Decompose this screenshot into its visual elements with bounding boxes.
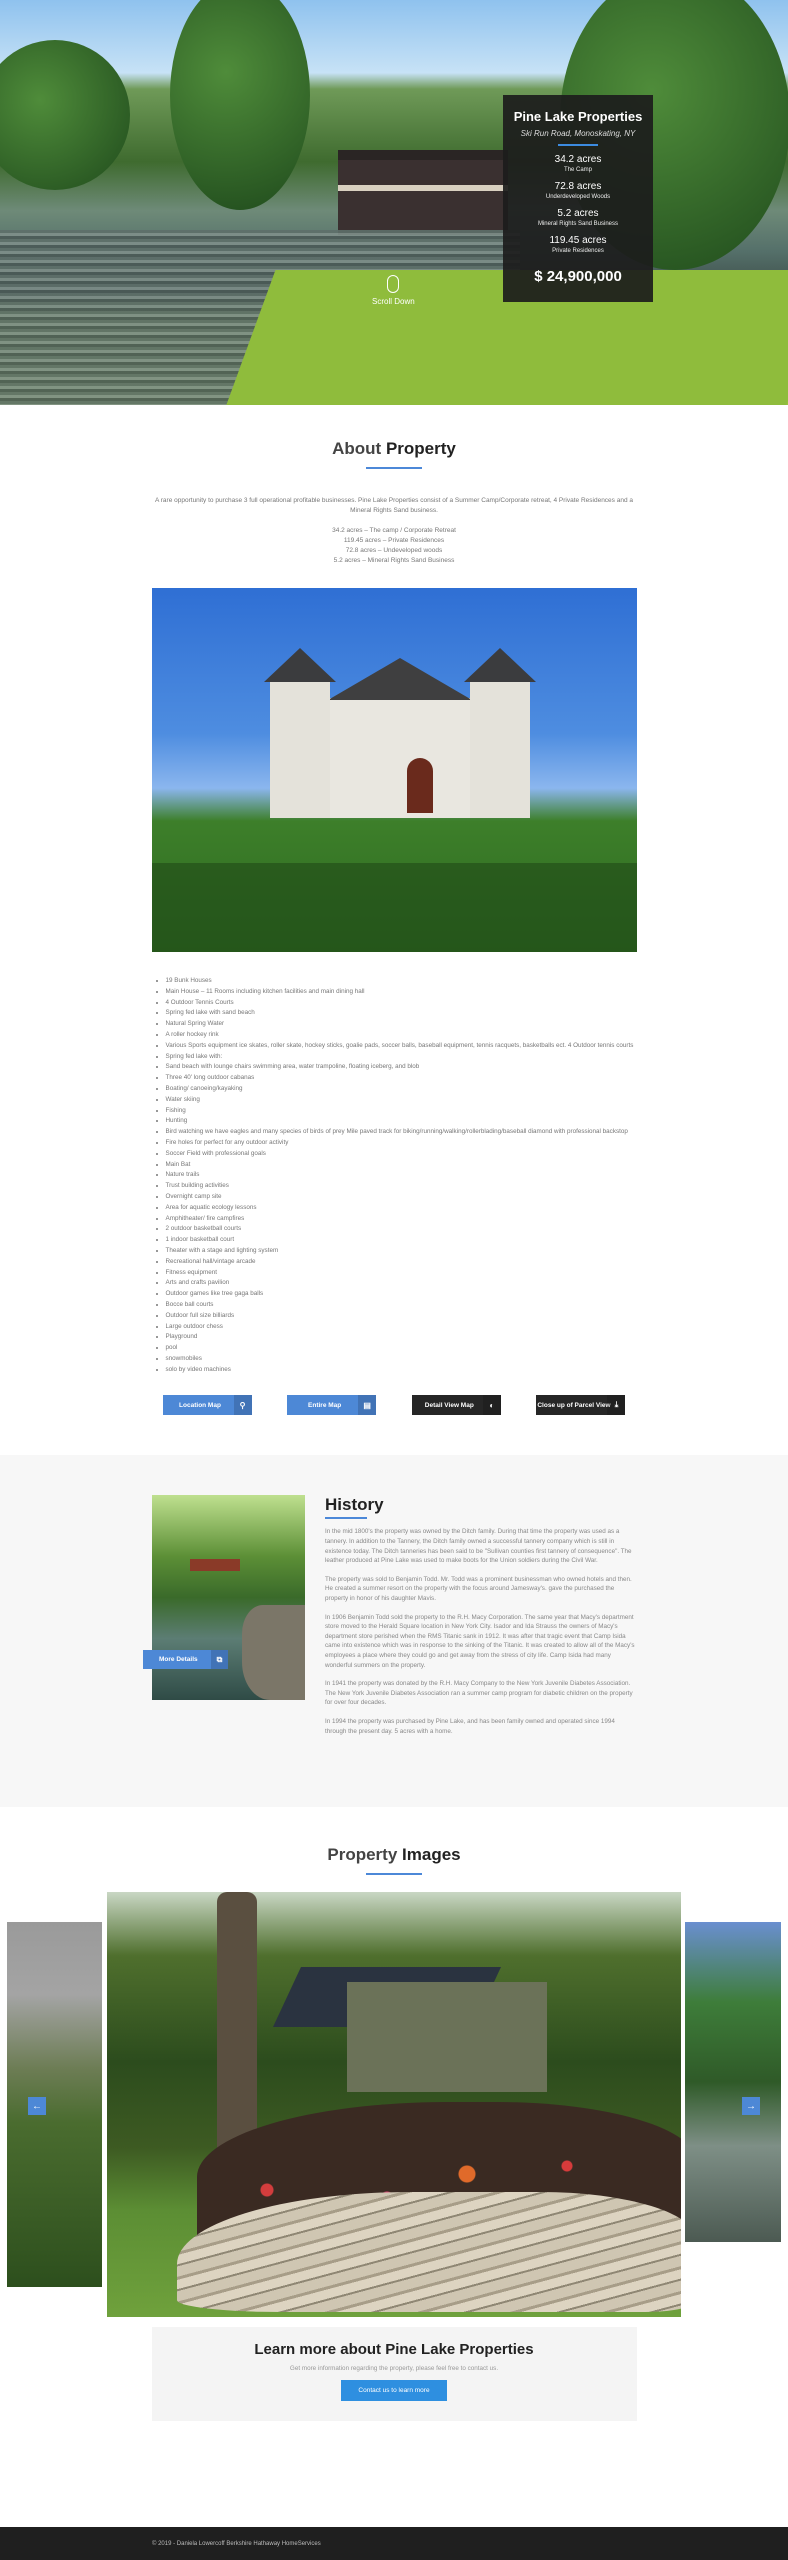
about-intro: A rare opportunity to purchase 3 full operational profitable businesses. Pine Lake Properties consist of a Summer Camp/Corporate retreat, 4 Private Residences and a Mineral Rights Sand business. (154, 497, 633, 514)
acreage-item: 34.2 acres – The camp / Corporate Retreat (332, 527, 456, 534)
feature-item: • Spring fed lake with: (166, 1052, 637, 1063)
feature-item: • Large outdoor chess (166, 1322, 637, 1333)
contact-button[interactable]: Contact us to learn more (341, 2380, 447, 2401)
map-button-entire-map[interactable] (287, 1395, 376, 1415)
feature-item: • Bird watching we have eagles and many species of birds of prey Mile paved track for biking/running/walking/rollerblading/baseball diamond with professional backstop (166, 1127, 637, 1138)
history-section (0, 1455, 788, 1807)
feature-item: • 4 Outdoor Tennis Courts (166, 998, 637, 1009)
feature-item: • Overnight camp site (166, 1192, 637, 1203)
title-underline (366, 467, 422, 469)
section-title (0, 439, 788, 459)
about-section (0, 405, 788, 1415)
footer (0, 2527, 788, 2560)
carousel-prev-arrow-icon[interactable]: ← (28, 2097, 46, 2115)
feature-item: • Theater with a stage and lighting system (166, 1246, 637, 1257)
feature-item: • pool (166, 1343, 637, 1354)
property-price: $ 24,900,000 (534, 267, 622, 285)
hero-lodge-building (338, 150, 508, 235)
divider (558, 144, 598, 146)
photo-bridge (190, 1559, 240, 1571)
feature-item: • A roller hockey rink (166, 1030, 637, 1041)
feature-item: • Nature trails (166, 1170, 637, 1181)
map-marker-icon: ⚲ (234, 1395, 252, 1415)
history-photo (152, 1495, 305, 1700)
acreage-list (0, 526, 788, 566)
carousel-slide-prev[interactable] (7, 1922, 102, 2287)
feature-item: • Water skiing (166, 1095, 637, 1106)
feature-item: • Spring fed lake with sand beach (166, 1008, 637, 1019)
photo-tower (470, 678, 530, 818)
title-plain: About (332, 439, 382, 458)
slide-stone-wall (177, 2192, 681, 2312)
scroll-down-indicator[interactable] (372, 275, 415, 306)
stat-label: Mineral Rights Sand Business (537, 220, 619, 227)
feature-item: • Three 40' long outdoor cabanas (166, 1073, 637, 1084)
feature-item: • Playground (166, 1332, 637, 1343)
feature-item: • Fishing (166, 1106, 637, 1117)
external-link-icon: ⧉ (211, 1650, 228, 1669)
feature-item: • Outdoor full size billiards (166, 1311, 637, 1322)
feature-item: • Main Bat (166, 1160, 637, 1171)
property-name: Pine Lake Properties (513, 109, 643, 124)
title-underline (325, 1517, 367, 1519)
stat-value: 119.45 acres (549, 234, 607, 246)
map-button-label: Entire Map (308, 1401, 342, 1409)
carousel-slide-active (107, 1892, 681, 2317)
feature-item: • 19 Bunk Houses (166, 976, 637, 987)
more-details-label: More Details (159, 1656, 198, 1664)
stat-label: Private Residences (552, 247, 604, 254)
map-button-location-map[interactable] (163, 1395, 252, 1415)
hero-tree (0, 40, 130, 190)
acreage-item: 72.8 acres – Undeveloped woods (345, 547, 443, 554)
hero-stats (503, 154, 653, 254)
stat-value: 72.8 acres (554, 180, 602, 192)
photo-building (302, 698, 492, 818)
globe-icon: ◐ (483, 1395, 501, 1415)
photo-rock (242, 1605, 305, 1700)
stat-label: Underdeveloped Woods (545, 193, 611, 200)
stat-value: 5.2 acres (557, 207, 599, 219)
map-button-detail-view-map[interactable] (412, 1395, 501, 1415)
feature-item: • Various Sports equipment ice skates, roller skate, hockey sticks, goalie pads, soccer balls, baseball equipment, tennis racquets, basketballs ect. 4 Outdoor tennis courts (166, 1041, 637, 1052)
hero-section (0, 0, 788, 405)
map-buttons (152, 1395, 637, 1415)
stat-value: 34.2 acres (554, 153, 602, 165)
title-plain: Property (327, 1845, 398, 1865)
history-paragraph: The property was sold to Benjamin Todd. Mr. Todd was a prominent businessman who owned hotels and then. He created a summer resort on the property with the focus around Jamesway's. gave the purchased the property in honor of his daughter Mavis. (325, 1575, 632, 1603)
feature-item: • Main House – 11 Rooms including kitchen facilities and main dining hall (166, 987, 637, 998)
feature-item: • Boating/ canoeing/kayaking (166, 1084, 637, 1095)
stat-label: The Camp (563, 166, 592, 173)
feature-item: • 1 indoor basketball court (166, 1235, 637, 1246)
title-bold: Property (385, 439, 456, 458)
hero-stat (503, 181, 653, 200)
download-icon: ⤓ (607, 1395, 625, 1415)
map-button-label: Location Map (179, 1401, 221, 1409)
hero-stat (503, 235, 653, 254)
images-section (0, 1807, 788, 2327)
feature-item: • snowmobiles (166, 1354, 637, 1365)
acreage-item: 5.2 acres – Mineral Rights Sand Business (333, 557, 455, 564)
features-list (152, 976, 637, 1375)
photo-door (407, 758, 433, 813)
feature-item: • Fire holes for perfect for any outdoor activity (166, 1138, 637, 1149)
feature-item: • Soccer Field with professional goals (166, 1149, 637, 1160)
history-paragraph: In 1906 Benjamin Todd sold the property to the R.H. Macy Corporation. The same year that Macy's department store moved to the Herald Square location in New York City. Isador and Ida Strauss the owners of Macy's department store perished when the RMS Titanic sank in 1912. It was after that tragic event that Camp Isida came into existence which was in response to the sinking of the Titanic. It was created to allow all of the Macy's employees a place where they could go and get away from the stress of city life. Camp Isida had many wonderful summers on the property. (325, 1613, 635, 1669)
feature-item: • Bocce ball courts (166, 1300, 637, 1311)
map-icon: ▤ (358, 1395, 376, 1415)
feature-item: • Natural Spring Water (166, 1019, 637, 1030)
acreage-item: 119.45 acres – Private Residences (343, 537, 445, 544)
slide-house (347, 1982, 547, 2092)
carousel-slide-next[interactable] (685, 1922, 781, 2242)
property-address: Ski Run Road, Monoskating, NY (520, 129, 636, 138)
feature-item: • Hunting (166, 1116, 637, 1127)
scroll-down-label: Scroll Down (372, 297, 415, 306)
learn-more-section (152, 2327, 637, 2421)
image-carousel (0, 1892, 788, 2317)
learn-more-subtitle: Get more information regarding the property, please feel free to contact us. (289, 2365, 499, 2373)
feature-item: • 2 outdoor basketball courts (166, 1224, 637, 1235)
feature-item: • solo by video machines (166, 1365, 637, 1376)
hero-stat (503, 154, 653, 173)
more-details-button[interactable] (143, 1650, 228, 1669)
photo-tower (270, 678, 330, 818)
feature-item: • Trust building activities (166, 1181, 637, 1192)
photo-lawn-shadow (152, 863, 637, 952)
title-bold: Images (402, 1845, 461, 1865)
section-title (0, 1845, 788, 1865)
property-photo (152, 588, 637, 952)
history-paragraph: In 1941 the property was donated by the R.H. Macy Company to the New York Juvenile Diabetes Association. The New York Juvenile Diabetes Association ran a summer camp program for diabetic children on the property for over four decades. (325, 1680, 633, 1707)
feature-item: • Sand beach with lounge chairs swimming area, water trampoline, floating iceberg, and blob (166, 1062, 637, 1073)
hero-stat (503, 208, 653, 227)
feature-item: • Recreational hall/vintage arcade (166, 1257, 637, 1268)
history-text (325, 1527, 635, 1745)
carousel-next-arrow-icon[interactable]: → (742, 2097, 760, 2115)
history-paragraph: In the mid 1800's the property was owned by the Ditch family. During that time the property was used as a tannery. In addition to the Tannery, the Ditch family owned a successful tannery company which is still in existence today. The Ditch tanneries has been said to be "Sullivan counties first tannery of consequence". The leather produced at Pine Lake was used to make boots for the Union soldiers during the Civil War. (325, 1528, 632, 1565)
feature-item: • Arts and crafts pavilion (166, 1278, 637, 1289)
footer-copyright: © 2019 - Daniela Lowercoff Berkshire Hathaway HomeServices (152, 2541, 321, 2547)
map-button-label: Detail View Map (424, 1401, 474, 1409)
history-paragraph: In 1994 the property was purchased by Pine Lake, and has been family owned and operated since 1994 through the present day. 5 acres with a home. (325, 1717, 615, 1735)
feature-item: • Outdoor games like tree gaga balls (166, 1289, 637, 1300)
mouse-icon (387, 275, 399, 293)
learn-more-title: Learn more about Pine Lake Properties (254, 2341, 534, 2359)
photo-roof (328, 658, 472, 700)
title-underline (366, 1873, 422, 1875)
map-button-close-up-of-parcel-view[interactable] (536, 1395, 625, 1415)
history-title: History (325, 1495, 384, 1515)
map-button-label: Close up of Parcel View (537, 1401, 611, 1409)
hero-tree (170, 0, 310, 210)
feature-item: • Fitness equipment (166, 1268, 637, 1279)
feature-item: • Amphitheater/ fire campfires (166, 1214, 637, 1225)
feature-item: • Area for aquatic ecology lessons (166, 1203, 637, 1214)
hero-info-card (503, 95, 653, 302)
